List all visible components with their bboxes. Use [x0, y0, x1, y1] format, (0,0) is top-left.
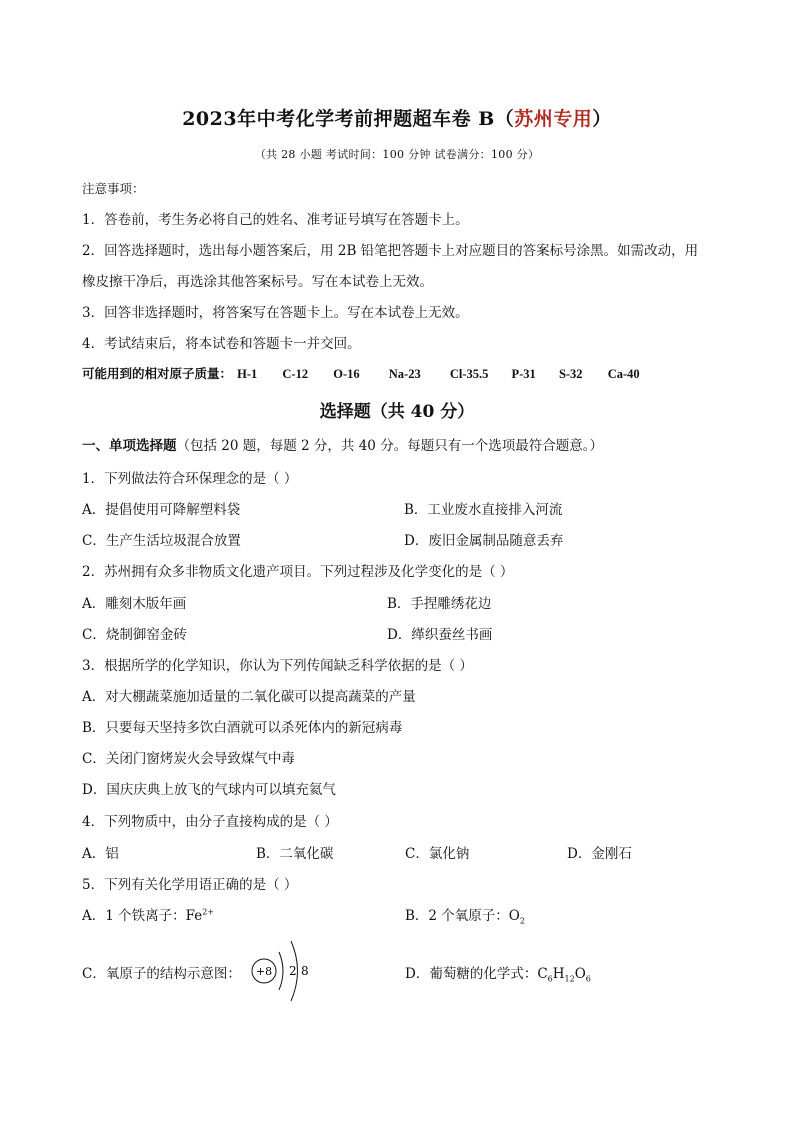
q2-option-c: C．烧制御窑金砖: [82, 627, 187, 643]
q3-option-c: C．关闭门窗烤炭火会导致煤气中毒: [82, 751, 295, 767]
q4-option-b: B．二氧化碳: [256, 846, 334, 862]
mass-item: Ca-40: [607, 367, 640, 381]
part1-heading-line: [82, 434, 603, 454]
masses-label: 可能用到的相对原子质量：: [82, 367, 233, 381]
q5-option-b: [405, 904, 525, 926]
notes-heading: 注意事项：: [82, 181, 145, 196]
q1-option-d: D．废旧金属制品随意丢弃: [404, 533, 564, 549]
electron-count-2: 8: [301, 964, 309, 978]
q4-option-d: D．金刚石: [567, 846, 632, 862]
note-3: 3．回答非选择题时，将答案写在答题卡上。写在本试卷上无效。: [82, 305, 469, 321]
q5d-h: H: [552, 966, 565, 982]
q2-option-b: B．手捏雕绣花边: [387, 596, 492, 612]
mass-item: H-1: [237, 367, 258, 381]
q4-option-c: C．氯化钠: [405, 846, 470, 862]
q5a-text: A．1 个铁离子：Fe: [82, 908, 203, 924]
q2-option-d: D．缂织蚕丝书画: [387, 627, 493, 643]
part1-desc: （包括 20 题，每题 2 分，共 40 分。每题只有一个选项最符合题意。）: [176, 438, 603, 454]
q3-option-b: B．只要每天坚持多饮白酒就可以杀死体内的新冠病毒: [82, 720, 403, 736]
question-2: 2．苏州拥有众多非物质文化遗产项目。下列过程涉及化学变化的是（ ）: [82, 564, 514, 580]
note-2a: 2．回答选择题时，选出每小题答案后，用 2B 铅笔把答题卡上对应题目的答案标号涂黑。如需改动，用: [82, 243, 699, 259]
mass-item: Cl-35.5: [449, 367, 489, 381]
question-3: 3．根据所学的化学知识，你认为下列传闻缺乏科学依据的是（ ）: [82, 658, 473, 674]
q5b-subscript: 2: [519, 916, 525, 926]
q5d-sub-1: 6: [547, 974, 553, 984]
atomic-masses: [82, 364, 640, 382]
oxygen-atom-diagram: [248, 936, 318, 1006]
page-subtitle: （共 28 小题 考试时间：100 分钟 试卷满分：100 分）: [254, 148, 540, 161]
mass-item: P-31: [511, 367, 536, 381]
q5b-text: B．2 个氧原子：O: [405, 908, 520, 924]
q5d-text: D．葡萄糖的化学式：C: [405, 966, 548, 982]
electron-shell-1-icon: [279, 952, 283, 990]
q2-option-a: A．雕刻木版年画: [82, 596, 187, 612]
q5-option-c: C．氧原子的结构示意图：: [82, 966, 241, 982]
note-4: 4．考试结束后，将本试卷和答题卡一并交回。: [82, 336, 361, 352]
q4-option-a: A．铝: [82, 846, 119, 862]
q1-option-b: B．工业废水直接排入河流: [404, 502, 563, 518]
mass-item: C-12: [282, 367, 309, 381]
q5d-sub-3: 6: [585, 974, 591, 984]
nucleus-label: +8: [255, 965, 273, 978]
mass-item: S-32: [558, 367, 583, 381]
q1-option-a: A．提倡使用可降解塑料袋: [82, 502, 241, 518]
q5a-charge: 2+: [202, 907, 215, 917]
note-2b: 橡皮擦干净后，再选涂其他答案标号。写在本试卷上无效。: [82, 274, 433, 290]
mass-item: Na-23: [388, 367, 421, 381]
q5-option-a: [82, 904, 214, 924]
q5-option-d: [405, 962, 591, 984]
question-1: 1．下列做法符合环保理念的是（ ）: [82, 471, 298, 487]
title-highlight: 苏州专用: [514, 108, 593, 130]
question-5: 5．下列有关化学用语正确的是（ ）: [82, 877, 298, 893]
q5d-o: O: [574, 966, 586, 982]
q3-option-a: A．对大棚蔬菜施加适量的二氧化碳可以提高蔬菜的产量: [82, 689, 416, 705]
q1-option-c: C．生产生活垃圾混合放置: [82, 533, 241, 549]
electron-count-1: 2: [289, 964, 297, 978]
note-1: 1．答卷前，考生务必将自己的姓名、准考证号填写在答题卡上。: [82, 212, 469, 228]
title-end: ）: [592, 108, 612, 130]
q3-option-d: D．国庆庆典上放飞的气球内可以填充氦气: [82, 782, 336, 798]
section-title: 选择题（共 40 分）: [319, 402, 475, 422]
question-4: 4．下列物质中，由分子直接构成的是（ ）: [82, 814, 338, 830]
title-main: 2023年中考化学考前押题超车卷 B（: [182, 108, 515, 130]
q5d-sub-2: 12: [564, 974, 575, 984]
page-title: [0, 104, 794, 131]
part1-heading: 一、单项选择题: [82, 438, 177, 454]
mass-item: O-16: [333, 367, 360, 381]
